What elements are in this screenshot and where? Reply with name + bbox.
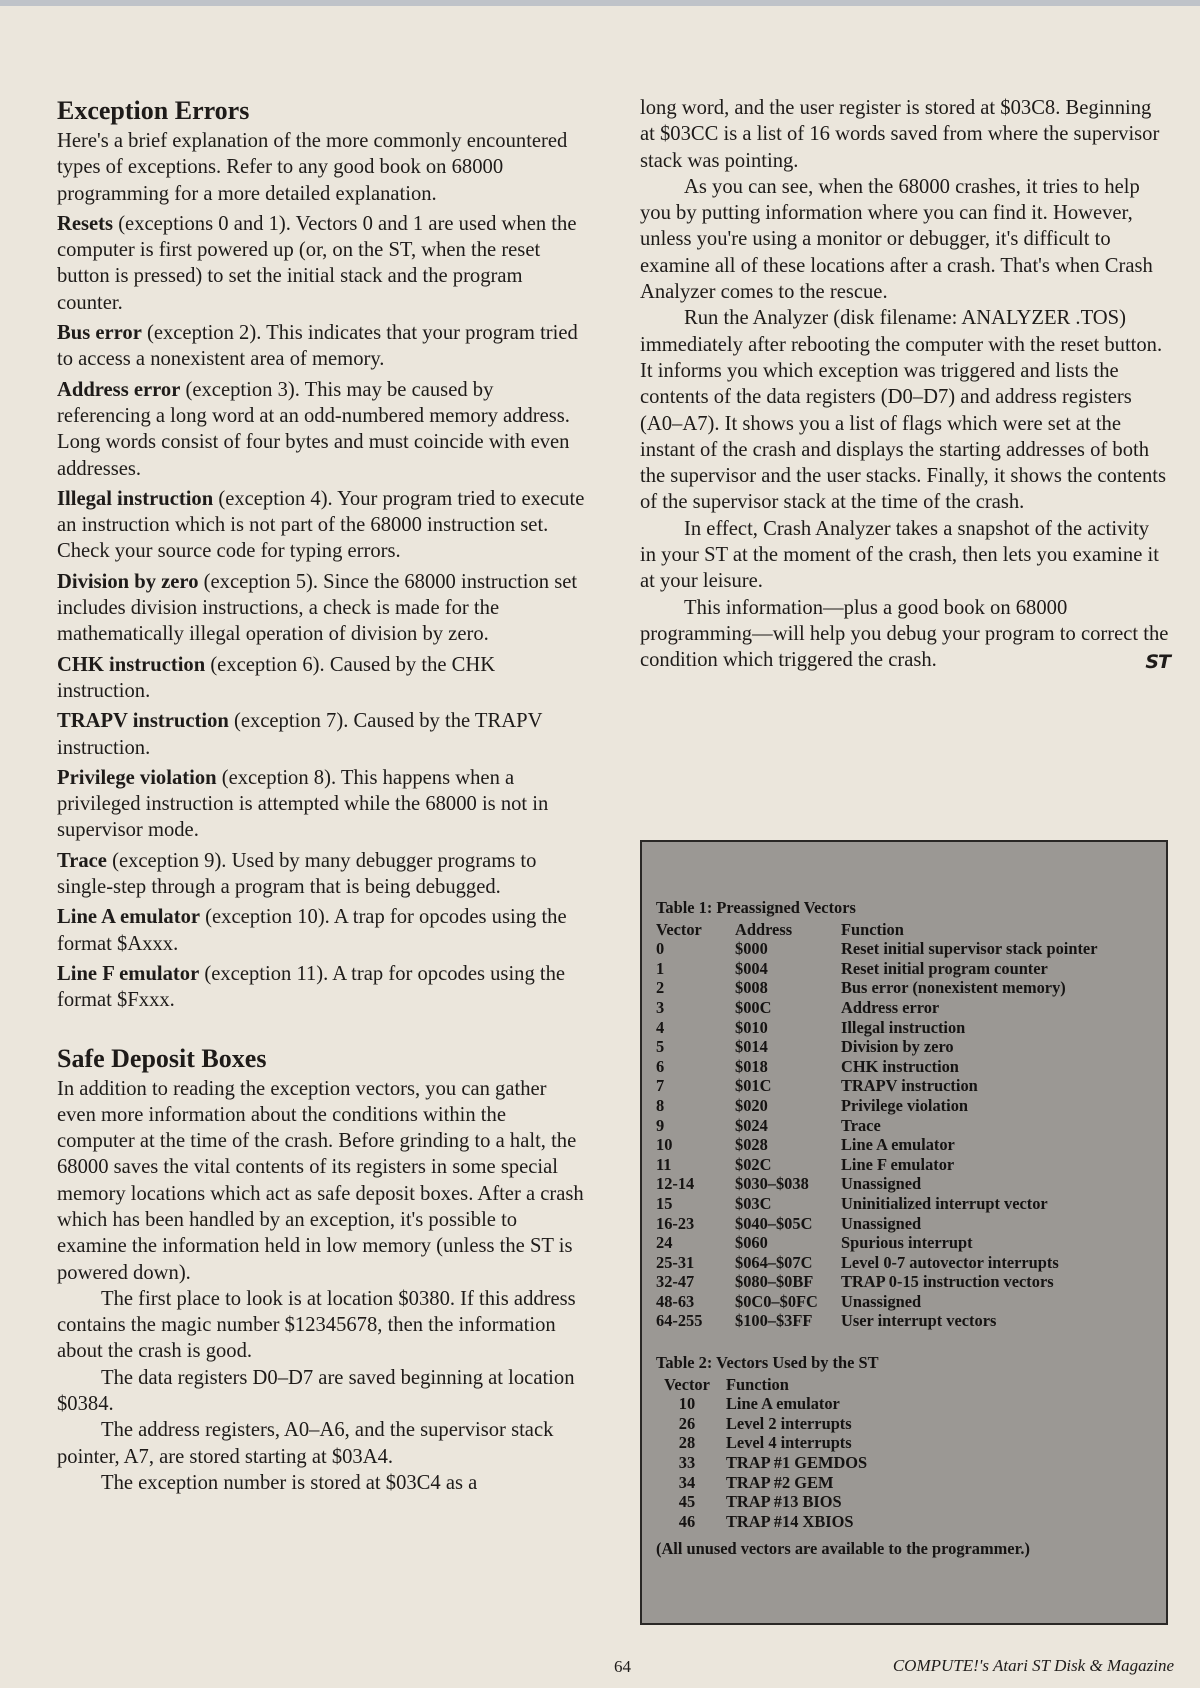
table1-cell-vector: 4 (656, 1017, 665, 1037)
exception-item (57, 320, 587, 373)
table1-cell-function: Reset initial supervisor stack pointer (841, 939, 1098, 959)
table2-cell-function: Level 4 interrupts (726, 1433, 852, 1453)
table1-cell-vector: 3 (656, 997, 665, 1017)
section-heading-exception-errors: Exception Errors (57, 96, 250, 125)
exception-description: (exception 9). Used by many debugger programs to single-step through a program that is being debugged. (57, 849, 537, 899)
table1-cell-vector: 48-63 (656, 1291, 695, 1311)
table1-cell-function: Illegal instruction (841, 1017, 966, 1037)
table1-cell-address: $000 (735, 939, 768, 959)
table1-row (656, 998, 1158, 1018)
table1-cell-vector: 7 (656, 1076, 665, 1096)
paragraph-right-2: As you can see, when the 68000 crashes, it tries to help you by putting information where you can find it. However, unless you're using a monitor or debugger, it's difficult to examine all of these locations after a crash. That's when Crash Analyzer comes to the rescue. (640, 175, 1153, 304)
table1-row (656, 1057, 1158, 1077)
exception-list (57, 211, 587, 1014)
table1-cell-function: TRAP 0-15 instruction vectors (841, 1272, 1054, 1292)
table1-cell-address: $100–$3FF (735, 1311, 813, 1331)
intro-paragraph: Here's a brief explanation of the more commonly encountered types of exceptions. Refer to any good book on 68000 programming for a more detailed explanation. (57, 130, 568, 205)
table1-cell-function: Unassigned (841, 1291, 922, 1311)
table2-row (656, 1394, 1158, 1414)
exception-term: Line F emulator (57, 962, 200, 985)
table2-cell-function: Line A emulator (726, 1394, 840, 1414)
exception-item (57, 211, 587, 316)
table1-cell-address: $03C (735, 1193, 772, 1213)
table1-cell-function: Uninitialized interrupt vector (841, 1193, 1048, 1213)
table2-cell-vector: 46 (678, 1511, 696, 1531)
page-number: 64 (614, 1657, 631, 1676)
exception-description: (exception 8). This happens when a privileged instruction is attempted while the 68000 is not in supervisor mode. (57, 766, 549, 842)
table2-cell-function: Level 2 interrupts (726, 1413, 852, 1433)
table1-cell-address: $064–$07C (735, 1252, 813, 1272)
table2-cell-function: TRAP #13 BIOS (726, 1492, 842, 1512)
table1-cell-function: Division by zero (841, 1037, 954, 1057)
exception-item (57, 652, 587, 705)
table2-row (656, 1453, 1158, 1473)
table1-cell-function: Trace (841, 1115, 881, 1135)
exception-term: Line A emulator (57, 906, 201, 929)
table1-cell-address: $02C (735, 1154, 772, 1174)
exception-term: CHK instruction (57, 653, 206, 676)
exception-item (57, 569, 587, 648)
table2-cell-vector: 28 (678, 1433, 696, 1453)
table1-row (656, 1076, 1158, 1096)
exception-description: (exception 6). Caused by the CHK instruction. (57, 653, 496, 702)
table1-cell-address: $010 (735, 1017, 768, 1037)
exception-item (57, 848, 587, 901)
exception-description: (exception 5). Since the 68000 instruction set includes division instructions, a check is made for the mathematically illegal operation of division by zero. (57, 570, 578, 646)
vector-tables-box (640, 840, 1168, 1625)
table1-cell-vector: 11 (656, 1154, 672, 1174)
exception-description: (exceptions 0 and 1). Vectors 0 and 1 are used when the computer is first powered up (or, on the ST, when the reset button is pressed) to set the initial stack and the program counter. (57, 212, 577, 314)
exception-item (57, 904, 587, 957)
table2-cell-vector: 45 (678, 1492, 696, 1512)
paragraph-safe-deposit-4: The address registers, A0–A6, and the supervisor stack pointer, A7, are stored starting at $03A4. (57, 1419, 554, 1468)
table1-cell-function: Unassigned (841, 1174, 922, 1194)
table1-cell-function: Reset initial program counter (841, 958, 1048, 978)
table1-cell-vector: 9 (656, 1115, 665, 1135)
table1-cell-address: $020 (735, 1095, 768, 1115)
table1-cell-function: Line A emulator (841, 1135, 955, 1155)
table2-cell-vector: 33 (678, 1453, 696, 1473)
left-column (57, 96, 587, 1496)
paragraph-right-1: long word, and the user register is stored at $03C8. Beginning at $03CC is a list of 16 words saved from where the supervisor stack was pointing. (640, 97, 1160, 172)
exception-description: (exception 11). A trap for opcodes using the format $Fxxx. (57, 962, 566, 1012)
table2-header (656, 1375, 1158, 1395)
table1-row (656, 1135, 1158, 1155)
exception-term: Privilege violation (57, 766, 217, 789)
table1-header-address: Address (735, 919, 793, 939)
table1-cell-function: Unassigned (841, 1213, 922, 1233)
table1-row (656, 1272, 1158, 1292)
table1-row (656, 1292, 1158, 1312)
table1-header-function: Function (841, 919, 904, 939)
table2-cell-function: TRAP #14 XBIOS (726, 1511, 854, 1531)
table1-cell-function: CHK instruction (841, 1056, 959, 1076)
exception-description: (exception 3). This may be caused by referencing a long word at an odd-numbered memory address. Long words consist of four bytes and must coincide with even addresses. (57, 378, 570, 480)
table1-cell-function: TRAPV instruction (841, 1076, 978, 1096)
paragraph-right-4: In effect, Crash Analyzer takes a snapshot of the activity in your ST at the moment of the crash, then lets you examine it at your leisure. (640, 517, 1159, 593)
vector-tables-content (656, 898, 1158, 1559)
table2-title: Table 2: Vectors Used by the ST (656, 1353, 879, 1373)
table1-cell-address: $018 (735, 1056, 768, 1076)
table2-cell-vector: 34 (678, 1472, 696, 1492)
table1-cell-function: Bus error (nonexistent memory) (841, 978, 1066, 998)
paragraph-right-5 (640, 595, 1170, 674)
table2-cell-vector: 10 (678, 1394, 696, 1414)
table1-cell-vector: 8 (656, 1095, 665, 1115)
table2-row (656, 1492, 1158, 1512)
table1-cell-vector: 32-47 (656, 1272, 695, 1292)
table1-cell-vector: 64-255 (656, 1311, 703, 1331)
table1-cell-vector: 15 (656, 1193, 673, 1213)
table1-cell-address: $028 (735, 1135, 768, 1155)
exception-term: Trace (57, 849, 107, 872)
table1-row (656, 1233, 1158, 1253)
table1-row (656, 939, 1158, 959)
table1-row (656, 978, 1158, 998)
table1-row (656, 1096, 1158, 1116)
table1-row (656, 1311, 1158, 1331)
paragraph-safe-deposit-2: The first place to look is at location $0380. If this address contains the magic number $12345678, then the information about the crash is good. (57, 1287, 576, 1363)
paragraph-right-3: Run the Analyzer (disk filename: ANALYZER .TOS) immediately after rebooting the computer with the reset button. It informs you which exception was triggered and lists the contents of the data registers (D0–D7) and address registers (A0–A7). It shows you a list of flags which were set at the instant of the crash and displays the starting addresses of both the supervisor and the user stacks. Finally, it shows the contents of the supervisor stack at the time of the crash. (640, 307, 1167, 514)
table2-row (656, 1433, 1158, 1453)
exception-item (57, 708, 587, 761)
table1-cell-address: $004 (735, 958, 768, 978)
table2-cell-function: TRAP #2 GEM (726, 1472, 834, 1492)
table2-row (656, 1473, 1158, 1493)
paragraph-safe-deposit-5: The exception number is stored at $03C4 as a (101, 1471, 478, 1494)
table1-cell-address: $024 (735, 1115, 768, 1135)
table2-note: (All unused vectors are available to the programmer.) (656, 1539, 1030, 1559)
table1-row (656, 1037, 1158, 1057)
exception-item (57, 486, 587, 565)
exception-term: Bus error (57, 322, 142, 345)
exception-description: (exception 10). A trap for opcodes using the format $Axxx. (57, 906, 567, 955)
table1-title: Table 1: Preassigned Vectors (656, 898, 856, 917)
exception-term: TRAPV instruction (57, 710, 229, 733)
section-heading-safe-deposit: Safe Deposit Boxes (57, 1043, 267, 1073)
table1-cell-address: $040–$05C (735, 1213, 813, 1233)
table1-cell-vector: 10 (656, 1135, 673, 1155)
table1-cell-function: Level 0-7 autovector interrupts (841, 1252, 1059, 1272)
table2-header-vector: Vector (664, 1374, 710, 1394)
table1-cell-function: Spurious interrupt (841, 1233, 973, 1253)
st-end-mark: ST (1145, 651, 1170, 674)
table1-cell-address: $01C (735, 1076, 772, 1096)
exception-term: Resets (57, 212, 114, 235)
table1-row (656, 1253, 1158, 1273)
table1-row (656, 1194, 1158, 1214)
table1-body (656, 939, 1158, 1331)
table1-row (656, 1155, 1158, 1175)
section-gap (57, 1018, 587, 1044)
table1-cell-function: Address error (841, 997, 940, 1017)
table1-cell-function: Line F emulator (841, 1154, 955, 1174)
table1-cell-vector: 2 (656, 978, 665, 998)
table2-header-function: Function (726, 1374, 789, 1394)
paragraph-safe-deposit-1: In addition to reading the exception vectors, you can gather even more information about the conditions within the computer at the time of the crash. Before grinding to a halt, the 68000 saves the vital contents of its registers in some special memory locations which act as safe deposit boxes. After a crash which has been handled by an exception, it's possible to examine the information held in low memory (unless the ST is powered down). (57, 1077, 584, 1284)
paragraph-safe-deposit-3: The data registers D0–D7 are saved beginning at location $0384. (57, 1366, 575, 1416)
right-column (640, 95, 1170, 676)
table2-row (656, 1414, 1158, 1434)
table2-cell-vector: 26 (678, 1413, 696, 1433)
exception-description: (exception 2). This indicates that your program tried to access a nonexistent area of memory. (57, 322, 578, 371)
table1-cell-address: $080–$0BF (735, 1272, 814, 1292)
table2-row (656, 1512, 1158, 1532)
page-top-edge (0, 0, 1200, 6)
table1-cell-address: $030–$038 (735, 1174, 809, 1194)
table1-cell-function: User interrupt vectors (841, 1311, 997, 1331)
table1-cell-vector: 1 (656, 958, 665, 978)
table2-body (656, 1394, 1158, 1531)
exception-item (57, 377, 587, 482)
table1-cell-address: $0C0–$0FC (735, 1291, 818, 1311)
table1-cell-vector: 24 (656, 1233, 673, 1253)
table1-header (656, 920, 1158, 940)
table1-cell-address: $00C (735, 997, 772, 1017)
exception-term: Address error (57, 378, 181, 401)
table1-row (656, 959, 1158, 979)
table1-cell-vector: 25-31 (656, 1252, 695, 1272)
exception-term: Illegal instruction (57, 487, 214, 510)
table2-cell-function: TRAP #1 GEMDOS (726, 1453, 868, 1473)
exception-description: (exception 4). Your program tried to execute an instruction which is not part of the 68000 instruction set. Check your source code for typing errors. (57, 487, 585, 563)
table1-cell-vector: 5 (656, 1037, 665, 1057)
table1-header-vector: Vector (656, 919, 702, 939)
table-gap (656, 1331, 1158, 1353)
table1-cell-vector: 0 (656, 939, 665, 959)
table1-cell-address: $014 (735, 1037, 768, 1057)
table1-cell-vector: 6 (656, 1056, 665, 1076)
paragraph-right-5-text: This information—plus a good book on 68000 programming—will help you debug your program to correct the condition which triggered the crash. (640, 596, 1169, 672)
magazine-title: COMPUTE!'s Atari ST Disk & Magazine (892, 1656, 1174, 1675)
exception-description: (exception 7). Caused by the TRAPV instruction. (57, 710, 543, 759)
table1-cell-vector: 16-23 (656, 1213, 695, 1233)
exception-item (57, 961, 587, 1014)
table1-row (656, 1214, 1158, 1234)
table1-cell-address: $060 (735, 1233, 768, 1253)
exception-item (57, 765, 587, 844)
table1-row (656, 1018, 1158, 1038)
table1-row (656, 1174, 1158, 1194)
table1-cell-vector: 12-14 (656, 1174, 695, 1194)
table1-cell-address: $008 (735, 978, 768, 998)
table1-row (656, 1116, 1158, 1136)
exception-term: Division by zero (57, 570, 199, 593)
table1-cell-function: Privilege violation (841, 1095, 969, 1115)
